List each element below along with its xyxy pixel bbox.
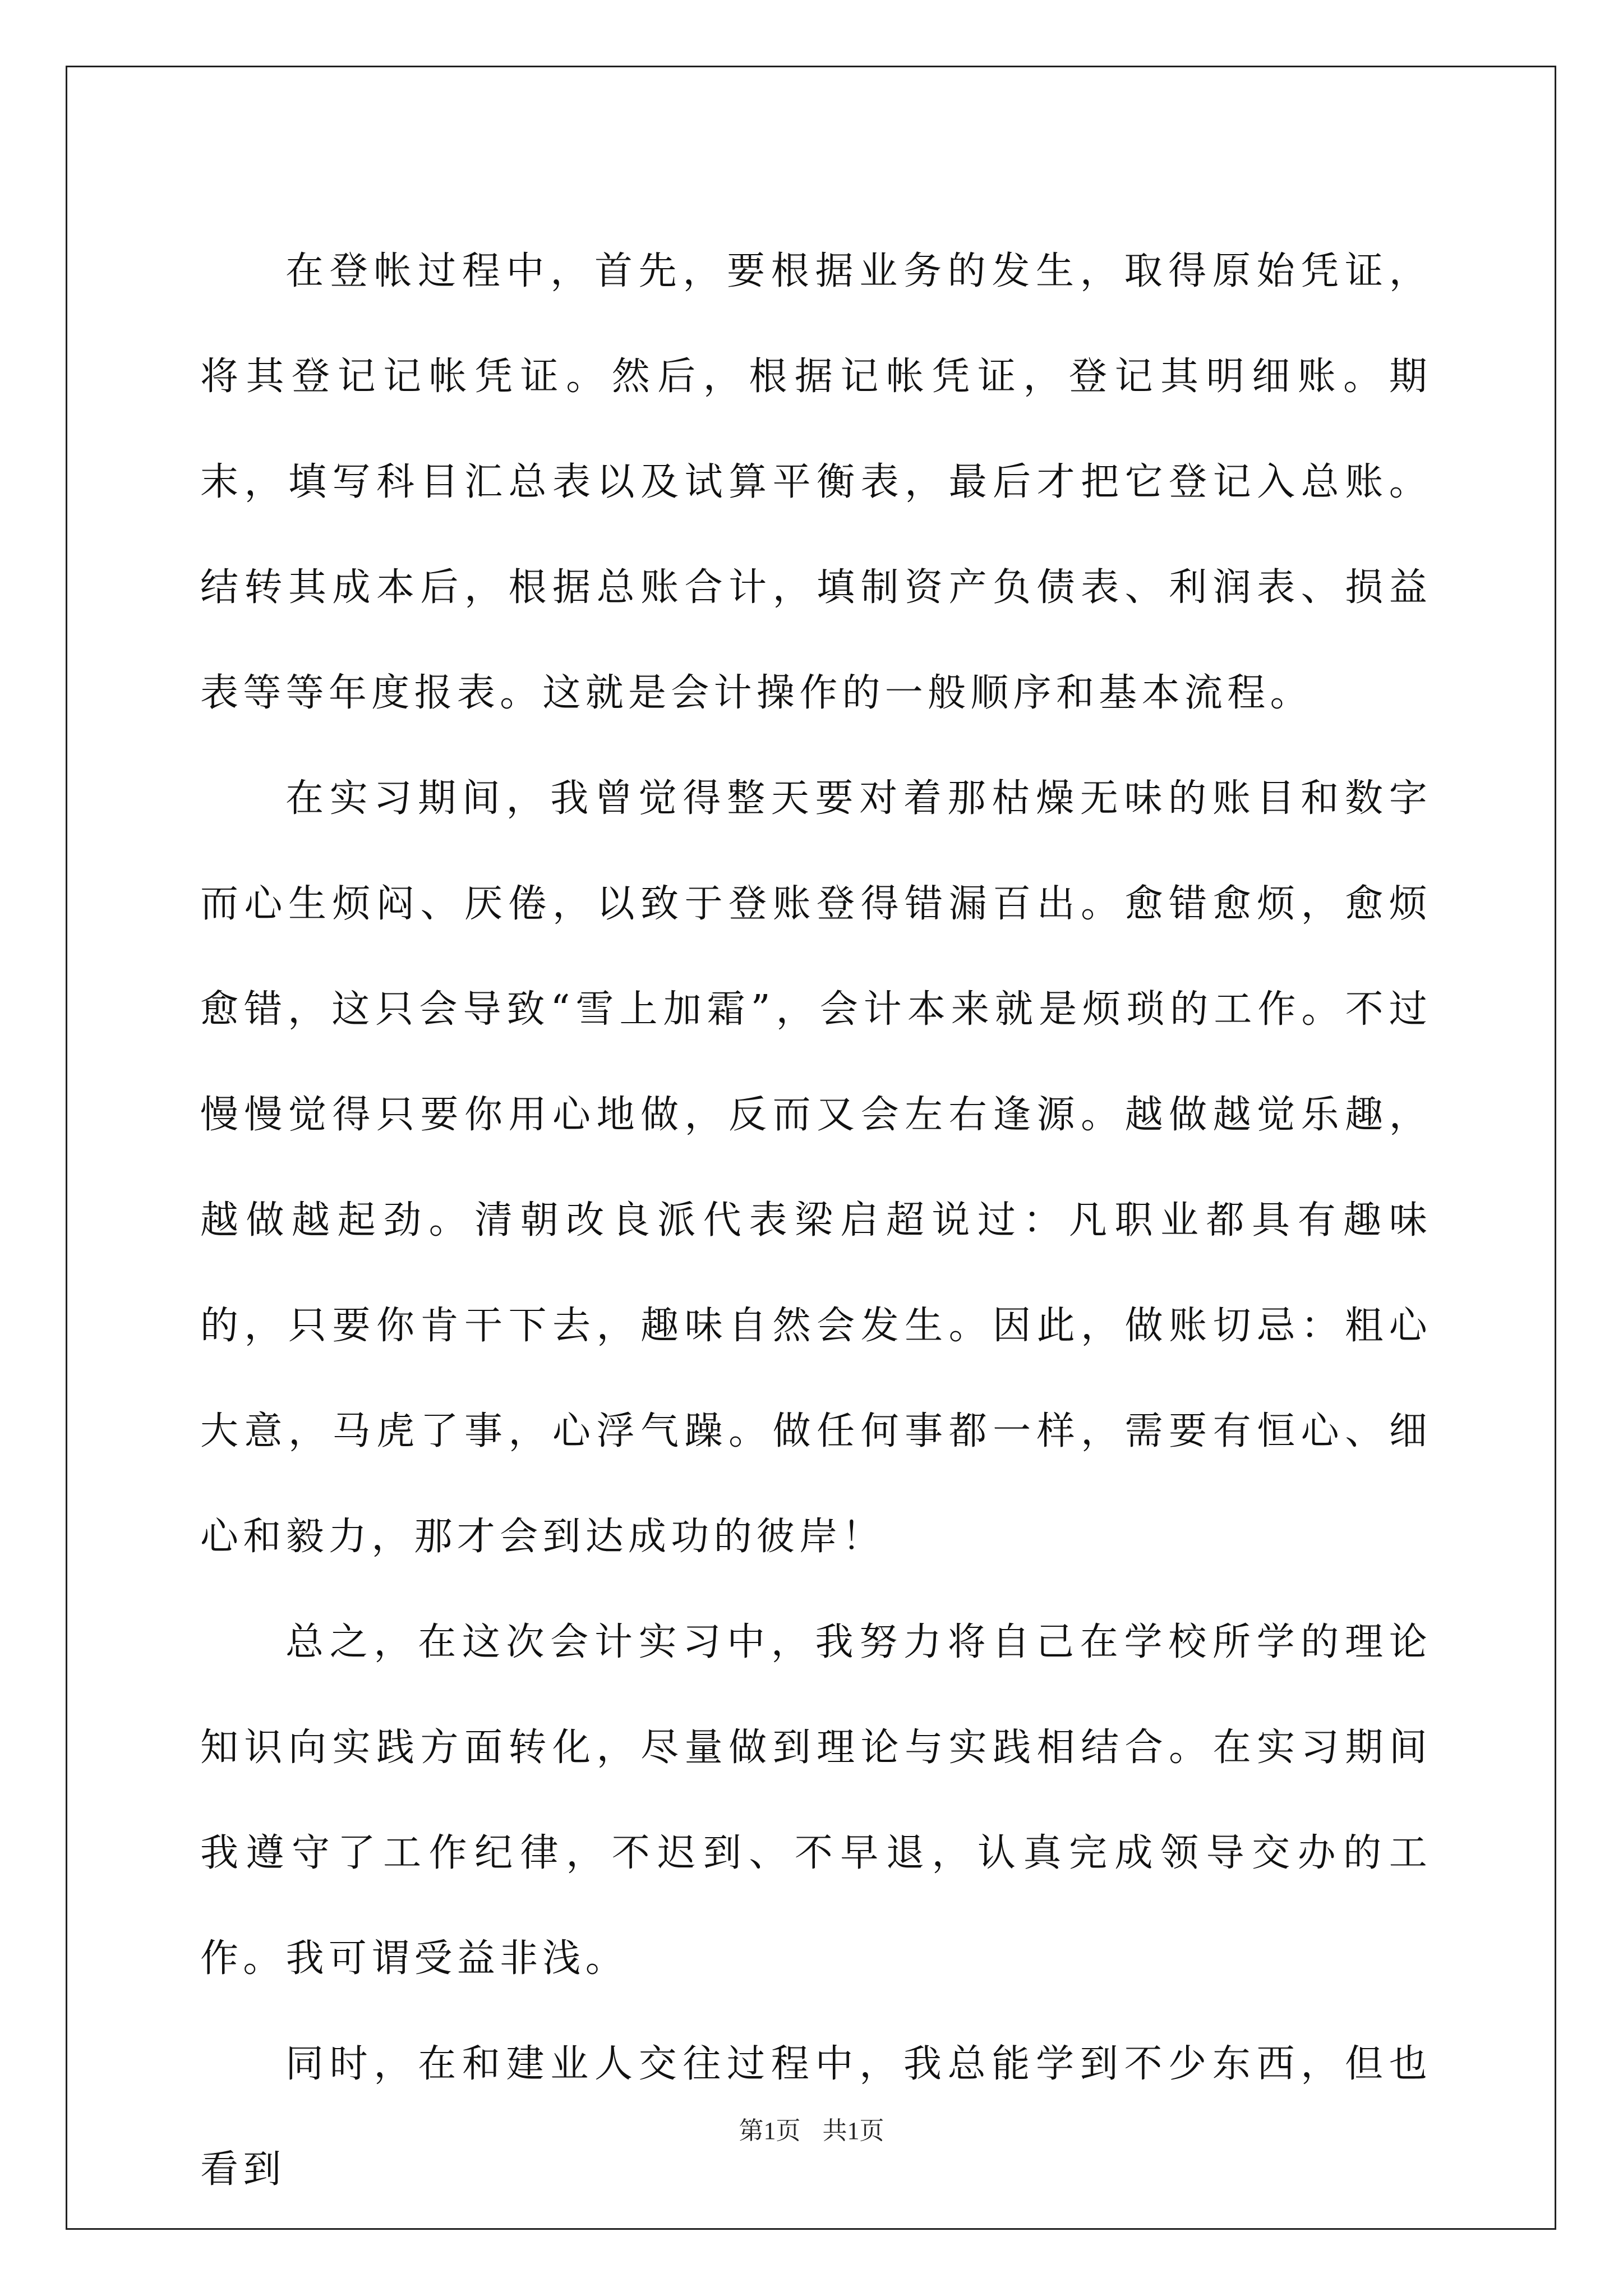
document-body [200,219,1432,2223]
paragraph: 在登帐过程中，首先，要根据业务的发生，取得原始凭证，将其登记记帐凭证。然后，根据记帐凭证，登记其明细账。期末，填写科目汇总表以及试算平衡表，最后才把它登记入总账。结转其成本后，根据总账合计，填制资产负债表、利润表、损益表等等年度报表。这就是会计操作的一般顺序和基本流程。 [200,249,1432,715]
page-footer [0,2110,1623,2146]
paragraph: 在实习期间，我曾觉得整天要对着那枯燥无味的账目和数字而心生烦闷、厌倦，以致于登账登得错漏百出。愈错愈烦，愈烦愈错，这只会导致“雪上加霜”，会计本来就是烦琐的工作。不过慢慢觉得只要你用心地做，反而又会左右逢源。越做越觉乐趣，越做越起劲。清朝改良派代表梁启超说过：凡职业都具有趣味的，只要你肯干下去，趣味自然会发生。因此，做账切忌：粗心大意，马虎了事，心浮气躁。做任何事都一样，需要有恒心、细心和毅力，那才会到达成功的彼岸！ [200,776,1432,1559]
paragraph: 同时，在和建业人交往过程中，我总能学到不少东西，但也看到 [200,2042,1432,2192]
page-count: 共1页 [822,2117,884,2145]
page-number: 第1页 [739,2117,801,2145]
paragraph: 总之，在这次会计实习中，我努力将自己在学校所学的理论知识向实践方面转化，尽量做到理论与实践相结合。在实习期间我遵守了工作纪律，不迟到、不早退，认真完成领导交办的工作。我可谓受益非浅。 [200,1620,1432,1981]
